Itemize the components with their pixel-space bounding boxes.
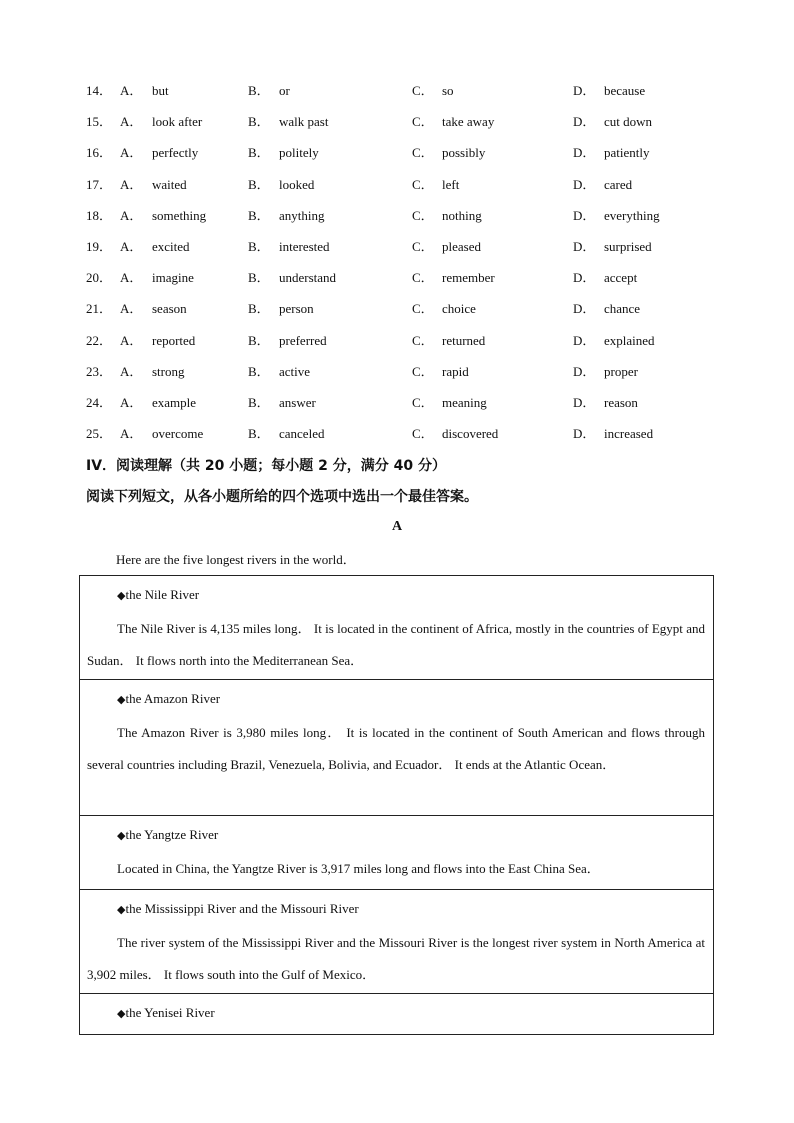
rivers-table bbox=[79, 575, 714, 1035]
option-letter-a: A． bbox=[120, 83, 143, 98]
option-letter-c: C． bbox=[412, 270, 434, 286]
river-heading bbox=[117, 827, 218, 843]
option-letter-a: A． bbox=[120, 114, 143, 130]
option-c: discovered bbox=[442, 426, 499, 442]
option-letter-c: C． bbox=[412, 363, 434, 379]
question-row-21 bbox=[0, 297, 794, 328]
option-b: understand bbox=[279, 270, 337, 286]
option-letter-c: C． bbox=[412, 114, 434, 130]
option-a: perfectly bbox=[152, 145, 199, 161]
option-letter-d: D． bbox=[573, 426, 596, 442]
option-letter-c: C． bbox=[412, 426, 434, 442]
diamond-bullet-icon: ◆ bbox=[117, 589, 126, 602]
river-name: the Yangtze River bbox=[125, 827, 219, 842]
option-c: remember bbox=[442, 270, 495, 286]
option-d: proper bbox=[604, 363, 638, 379]
option-b: preferred bbox=[279, 332, 327, 348]
option-c: left bbox=[442, 176, 460, 192]
option-letter-c: C． bbox=[412, 332, 434, 348]
option-letter-a: A． bbox=[120, 176, 143, 192]
option-letter-a: A． bbox=[120, 270, 143, 286]
question-number: 23． bbox=[86, 363, 113, 379]
option-a: reported bbox=[152, 332, 196, 348]
option-letter-d: D． bbox=[573, 83, 596, 98]
river-name: the Amazon River bbox=[125, 691, 221, 706]
option-a: imagine bbox=[152, 270, 194, 286]
question-number: 18． bbox=[86, 207, 113, 223]
question-row-16 bbox=[0, 141, 794, 172]
question-row-18 bbox=[0, 204, 794, 235]
question-row-23 bbox=[0, 360, 794, 391]
option-d: patiently bbox=[604, 145, 650, 161]
option-letter-a: A． bbox=[120, 145, 143, 161]
question-row-24 bbox=[0, 391, 794, 422]
question-number: 17． bbox=[86, 176, 113, 192]
question-number: 14． bbox=[86, 83, 113, 98]
question-row-20 bbox=[0, 266, 794, 297]
option-a: strong bbox=[152, 363, 185, 379]
option-letter-c: C． bbox=[412, 145, 434, 161]
question-number: 21． bbox=[86, 301, 113, 317]
option-a: overcome bbox=[152, 426, 204, 442]
option-letter-b: B． bbox=[248, 394, 270, 410]
option-letter-b: B． bbox=[248, 270, 270, 286]
option-d: cut down bbox=[604, 114, 653, 130]
river-cell-amazon bbox=[80, 680, 713, 816]
option-b: answer bbox=[279, 394, 316, 410]
option-c: take away bbox=[442, 114, 495, 130]
option-letter-c: C． bbox=[412, 176, 434, 192]
option-b: politely bbox=[279, 145, 319, 161]
answer-options-list bbox=[0, 79, 794, 453]
option-c: pleased bbox=[442, 238, 481, 254]
question-number: 20． bbox=[86, 270, 113, 286]
option-a: look after bbox=[152, 114, 203, 130]
option-b: walk past bbox=[279, 114, 329, 130]
option-letter-d: D． bbox=[573, 301, 596, 317]
option-b: interested bbox=[279, 238, 330, 254]
option-letter-d: D． bbox=[573, 145, 596, 161]
option-b: looked bbox=[279, 176, 315, 192]
question-number: 25． bbox=[86, 426, 113, 442]
option-letter-b: B． bbox=[248, 363, 270, 379]
option-letter-c: C． bbox=[412, 394, 434, 410]
option-letter-a: A． bbox=[120, 238, 143, 254]
question-number: 19． bbox=[86, 238, 113, 254]
river-description: Located in China, the Yangtze River is 3,917 miles long and flows into the East China Sea． bbox=[117, 861, 600, 876]
river-cell-yangtze bbox=[80, 816, 713, 890]
option-letter-b: B． bbox=[248, 426, 270, 442]
river-heading bbox=[117, 691, 220, 707]
question-number: 16． bbox=[86, 145, 113, 161]
river-name: the Yenisei River bbox=[125, 1005, 215, 1020]
section-instruction: 阅读下列短文，从各小题所给的四个选项中选出一个最佳答案。 bbox=[86, 489, 478, 505]
question-number: 15． bbox=[86, 114, 113, 130]
question-row-19 bbox=[0, 235, 794, 266]
option-letter-a: A． bbox=[120, 301, 143, 317]
option-letter-c: C． bbox=[412, 207, 434, 223]
option-d: increased bbox=[604, 426, 654, 442]
option-a: season bbox=[152, 301, 187, 317]
diamond-bullet-icon: ◆ bbox=[117, 829, 126, 842]
section-title: IV．阅读理解（共 20 小题；每小题 2 分，满分 40 分） bbox=[86, 458, 446, 474]
option-letter-b: B． bbox=[248, 83, 270, 98]
option-d: everything bbox=[604, 207, 660, 223]
option-d: reason bbox=[604, 394, 638, 410]
option-d: because bbox=[604, 83, 646, 98]
option-letter-b: B． bbox=[248, 114, 270, 130]
option-a: something bbox=[152, 207, 207, 223]
option-d: surprised bbox=[604, 238, 652, 254]
option-c: choice bbox=[442, 301, 476, 317]
question-row-25 bbox=[0, 422, 794, 453]
river-name: the Nile River bbox=[125, 587, 200, 602]
option-a: example bbox=[152, 394, 197, 410]
option-b: or bbox=[279, 83, 290, 98]
option-c: returned bbox=[442, 332, 486, 348]
option-letter-b: B． bbox=[248, 332, 270, 348]
option-letter-d: D． bbox=[573, 207, 596, 223]
river-description: The Amazon River is 3,980 miles long． It is located in the continent of South American and flows through several countries including Brazil, Venezuela, Bolivia, and Ecuador． It ends at the Atlantic Ocean． bbox=[87, 725, 705, 772]
diamond-bullet-icon: ◆ bbox=[117, 903, 126, 916]
river-cell-mississippi-missouri bbox=[80, 890, 713, 994]
diamond-bullet-icon: ◆ bbox=[117, 1007, 126, 1020]
question-row-15 bbox=[0, 110, 794, 141]
option-letter-a: A． bbox=[120, 207, 143, 223]
option-c: possibly bbox=[442, 145, 486, 161]
option-letter-a: A． bbox=[120, 394, 143, 410]
passage-label: A bbox=[391, 519, 403, 534]
option-letter-d: D． bbox=[573, 114, 596, 130]
option-letter-d: D． bbox=[573, 238, 596, 254]
option-letter-d: D． bbox=[573, 332, 596, 348]
option-letter-b: B． bbox=[248, 145, 270, 161]
option-a: waited bbox=[152, 176, 187, 192]
river-heading bbox=[117, 587, 199, 603]
question-row-14 bbox=[0, 79, 794, 110]
option-letter-b: B． bbox=[248, 207, 270, 223]
option-letter-a: A． bbox=[120, 363, 143, 379]
option-letter-b: B． bbox=[248, 301, 270, 317]
river-cell-nile bbox=[80, 576, 713, 680]
option-letter-c: C． bbox=[412, 83, 434, 98]
question-number: 24． bbox=[86, 394, 113, 410]
river-heading bbox=[117, 901, 359, 917]
option-c: nothing bbox=[442, 207, 482, 223]
option-letter-d: D． bbox=[573, 363, 596, 379]
river-description: The Nile River is 4,135 miles long． It is located in the continent of Africa, mostly in the countries of Egypt and Sudan． It flows north into the Mediterranean Sea． bbox=[87, 621, 705, 668]
option-c: so bbox=[442, 83, 454, 98]
option-letter-c: C． bbox=[412, 238, 434, 254]
option-d: cared bbox=[604, 176, 633, 192]
river-heading bbox=[117, 1005, 215, 1021]
river-cell-yenisei bbox=[80, 994, 713, 1034]
option-b: active bbox=[279, 363, 311, 379]
question-row-17 bbox=[0, 173, 794, 204]
passage-intro: Here are the five longest rivers in the world． bbox=[116, 552, 356, 567]
option-b: canceled bbox=[279, 426, 325, 442]
option-a: but bbox=[152, 83, 169, 98]
option-d: explained bbox=[604, 332, 655, 348]
option-b: person bbox=[279, 301, 314, 317]
river-name: the Mississippi River and the Missouri River bbox=[125, 901, 359, 916]
option-c: meaning bbox=[442, 394, 487, 410]
question-row-22 bbox=[0, 329, 794, 360]
diamond-bullet-icon: ◆ bbox=[117, 693, 126, 706]
option-d: chance bbox=[604, 301, 641, 317]
river-description: The river system of the Mississippi River and the Missouri River is the longest river system in North America at 3,902 miles． It flows south into the Gulf of Mexico． bbox=[87, 935, 705, 982]
option-letter-c: C． bbox=[412, 301, 434, 317]
option-a: excited bbox=[152, 238, 190, 254]
option-d: accept bbox=[604, 270, 638, 286]
option-letter-a: A． bbox=[120, 426, 143, 442]
option-letter-b: B． bbox=[248, 238, 270, 254]
option-letter-d: D． bbox=[573, 176, 596, 192]
option-letter-d: D． bbox=[573, 394, 596, 410]
option-letter-b: B． bbox=[248, 176, 270, 192]
option-letter-a: A． bbox=[120, 332, 143, 348]
option-c: rapid bbox=[442, 363, 469, 379]
option-letter-d: D． bbox=[573, 270, 596, 286]
question-number: 22． bbox=[86, 332, 113, 348]
option-b: anything bbox=[279, 207, 325, 223]
